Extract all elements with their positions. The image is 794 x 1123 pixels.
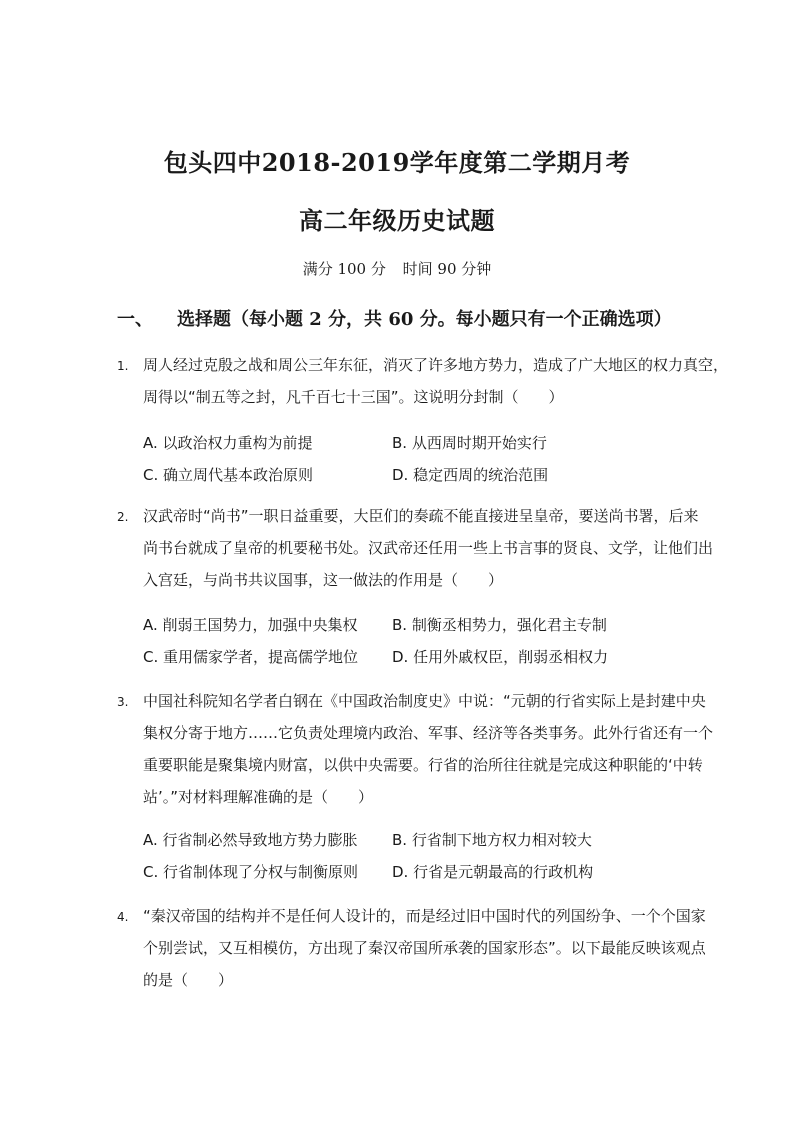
option-d: D. 任用外戚权臣，削弱丞相权力 [392, 648, 609, 666]
exam-time: 时间 90 分钟 [402, 260, 492, 278]
full-score: 满分 100 分 [302, 260, 386, 278]
option-a: A. 削弱王国势力，加强中央集权 [143, 616, 358, 634]
option-c: C. 确立周代基本政治原则 [143, 466, 314, 484]
stem-line: 周人经过克殷之战和周公三年东征，消灭了许多地方势力，造成了广大地区的权力真空， [143, 356, 729, 374]
question-number: 2. [117, 510, 129, 524]
exam-info [0, 258, 794, 279]
question-stem [143, 500, 714, 596]
section-number: 一、 [117, 309, 153, 330]
option-c: C. 行省制体现了分权与制衡原则 [143, 863, 359, 881]
question-stem [143, 685, 714, 813]
exam-title: 高二年级历史试题 [299, 206, 495, 235]
stem-line: 个别尝试，又互相模仿，方出现了秦汉帝国所承袭的国家形态”。以下最能反映该观点 [143, 939, 706, 957]
stem-line: 入宫廷，与尚书共议国事，这一做法的作用是（ ） [143, 571, 504, 589]
stem-line: 尚书台就成了皇帝的机要秘书处。汉武帝还任用一些上书言事的贤良、文学，让他们出 [143, 539, 714, 557]
option-c: C. 重用儒家学者，提高儒学地位 [143, 648, 359, 666]
stem-line: “秦汉帝国的结构并不是任何人设计的，而是经过旧中国时代的列国纷争、一个个国家 [143, 907, 706, 925]
stem-line: 站’。”对材料理解准确的是（ ） [143, 788, 374, 806]
stem-line: 的是（ ） [143, 971, 234, 989]
option-a: A. 行省制必然导致地方势力膨胀 [143, 831, 358, 849]
option-b: B. 行省制下地方权力相对较大 [392, 831, 592, 849]
option-d: D. 行省是元朝最高的行政机构 [392, 863, 594, 881]
school-title: 包头四中2018-2019学年度第二学期月考 [163, 148, 631, 177]
option-d: D. 稳定西周的统治范围 [392, 466, 549, 484]
question-number: 1. [117, 359, 129, 373]
question-number: 3. [117, 695, 129, 709]
question-stem [143, 900, 706, 996]
question-stem [143, 349, 729, 413]
stem-line: 重要职能是聚集境内财富，以供中央需要。行省的治所往往就是完成这种职能的‘中转 [143, 756, 703, 774]
stem-line: 周得以“制五等之封，凡千百七十三国”。这说明分封制（ ） [143, 388, 564, 406]
option-b: B. 制衡丞相势力，强化君主专制 [392, 616, 607, 634]
section-title: 选择题（每小题 2 分，共 60 分。每小题只有一个正确选项） [177, 309, 672, 330]
option-a: A. 以政治权力重构为前提 [143, 434, 313, 452]
section-heading [117, 305, 672, 331]
option-b: B. 从西周时期开始实行 [392, 434, 547, 452]
question-number: 4. [117, 910, 129, 924]
stem-line: 中国社科院知名学者白钢在《中国政治制度史》中说：“元朝的行省实际上是封建中央 [143, 692, 706, 710]
stem-line: 集权分寄于地方……它负责处理境内政治、军事、经济等各类事务。此外行省还有一个 [143, 724, 714, 742]
stem-line: 汉武帝时“尚书”一职日益重要，大臣们的奏疏不能直接进呈皇帝，要送尚书署，后来 [143, 507, 699, 525]
